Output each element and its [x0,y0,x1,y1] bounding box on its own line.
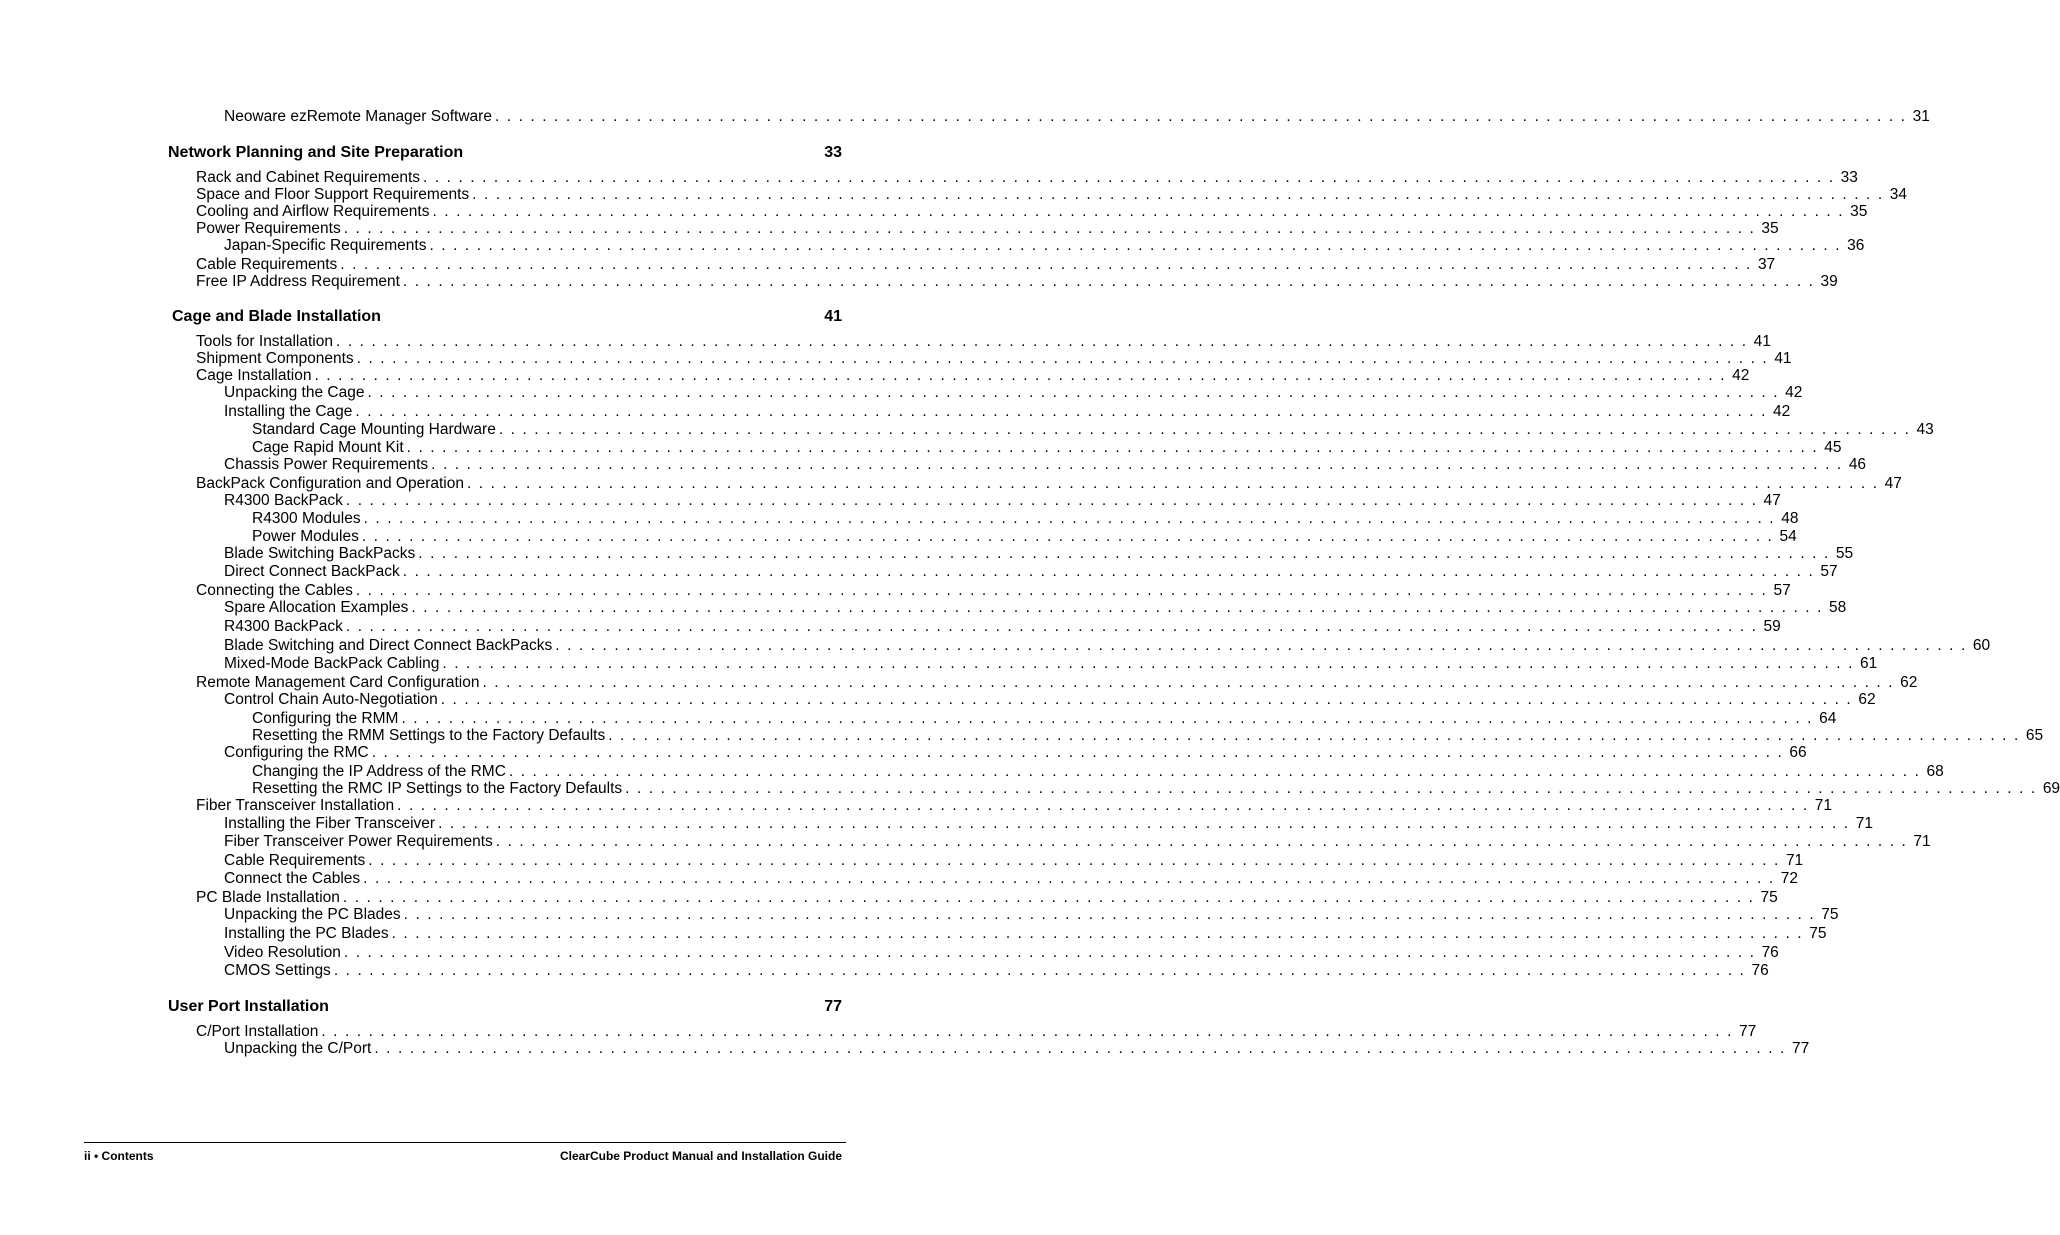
toc-entry[interactable] [224,456,1867,474]
toc-entry[interactable] [224,925,1827,943]
toc-page-number: 36 [1847,237,1865,254]
toc-entry-title: Free IP Address Requirement [196,273,400,290]
toc-page-number: 47 [1884,475,1902,492]
toc-entry-title: Blade Switching BackPacks [224,545,416,562]
toc-dot-leader: . . . . . . . . . . . . . . . . . . . . . . . . . . . . . . . . . . . . . . . . . . . . . . . . . . . . . . . . . . . . . . . . . . . . . . . . . . . . . . . . . . . . . . . . . . . . . . . . . . . . . . . . . . . . . . . . . . . . . . . . [356,350,1769,367]
toc-page-number: 43 [1916,421,1934,438]
toc-entry[interactable] [196,186,1908,204]
toc-dot-leader: . . . . . . . . . . . . . . . . . . . . . . . . . . . . . . . . . . . . . . . . . . . . . . . . . . . . . . . . . . . . . . . . . . . . . . . . . . . . . . . . . . . . . . . . . . . . . . . . . . . . . . . . . . . . . . . . . . . . . . . . [363,870,1775,887]
toc-entry-title: PC Blade Installation [196,889,340,906]
toc-entry[interactable] [224,852,1804,870]
toc-dot-leader: . . . . . . . . . . . . . . . . . . . . . . . . . . . . . . . . . . . . . . . . . . . . . . . . . . . . . . . . . . . . . . . . . . . . . . . . . . . . . . . . . . . . . . . . . . . . . . . . . . . . . . . . . . . . . . . . . . . . . . . . [321,1023,1733,1040]
toc-entry[interactable] [224,237,1865,255]
toc-page-number: 62 [1858,691,1876,708]
toc-entry[interactable] [224,870,1799,888]
toc-dot-leader: . . . . . . . . . . . . . . . . . . . . . . . . . . . . . . . . . . . . . . . . . . . . . . . . . . . . . . . . . . . . . . . . . . . . . . . . . . . . . . . . . . . . . . . . . . . . . . . . . . . . . . . . . . . . . . . . . . . . . . . . [508,763,1921,780]
toc-entry[interactable] [224,691,1876,709]
toc-entry-title: Configuring the RMM [252,710,399,727]
toc-entry-title: Unpacking the PC Blades [224,906,401,923]
toc-dot-leader: . . . . . . . . . . . . . . . . . . . . . . . . . . . . . . . . . . . . . . . . . . . . . . . . . . . . . . . . . . . . . . . . . . . . . . . . . . . . . . . . . . . . . . . . . . . . . . . . . . . . . . . . . . . . . . . . . . . . . . . . [495,833,1908,850]
toc-entry-title: C/Port Installation [196,1023,319,1040]
toc-dot-leader: . . . . . . . . . . . . . . . . . . . . . . . . . . . . . . . . . . . . . . . . . . . . . . . . . . . . . . . . . . . . . . . . . . . . . . . . . . . . . . . . . . . . . . . . . . . . . . . . . . . . . . . . . . . . . . . . . . . . . . . . [442,655,1855,672]
toc-entry[interactable] [224,744,1807,762]
toc-dot-leader: . . . . . . . . . . . . . . . . . . . . . . . . . . . . . . . . . . . . . . . . . . . . . . . . . . . . . . . . . . . . . . . . . . . . . . . . . . . . . . . . . . . . . . . . . . . . . . . . . . . . . . . . . . . . . . . . . . . . . . . . [498,421,1911,438]
toc-page-number: 77 [1738,1023,1757,1040]
toc-page-number: 77 [1791,1040,1810,1057]
toc-entry-title: Rack and Cabinet Requirements [196,169,421,186]
toc-entry-title: Cable Requirements [224,852,366,869]
toc-entry-title: Remote Management Card Configuration [196,674,480,691]
toc-entry-title: Direct Connect BackPack [224,563,400,580]
toc-page-number: 60 [1972,637,1991,654]
toc-page-number: 33 [1840,169,1858,186]
toc-dot-leader: . . . . . . . . . . . . . . . . . . . . . . . . . . . . . . . . . . . . . . . . . . . . . . . . . . . . . . . . . . . . . . . . . . . . . . . . . . . . . . . . . . . . . . . . . . . . . . . . . . . . . . . . . . . . . . . . . . . . . . . . [625,780,2037,797]
toc-dot-leader: . . . . . . . . . . . . . . . . . . . . . . . . . . . . . . . . . . . . . . . . . . . . . . . . . . . . . . . . . . . . . . . . . . . . . . . . . . . . . . . . . . . . . . . . . . . . . . . . . . . . . . . . . . . . . . . . . . . . . . . . [429,237,1842,254]
toc-entry[interactable] [252,439,1842,457]
toc-entry-title: Connecting the Cables [196,582,353,599]
toc-entry-title: Resetting the RMC IP Settings to the Factory Defaults [252,780,623,797]
toc-page-number: 62 [1900,674,1918,691]
toc-entry[interactable] [224,599,1847,617]
toc-page-number: 58 [1829,599,1847,616]
toc-entry-title: Chassis Power Requirements [224,456,429,473]
toc-dot-leader: . . . . . . . . . . . . . . . . . . . . . . . . . . . . . . . . . . . . . . . . . . . . . . . . . . . . . . . . . . . . . . . . . . . . . . . . . . . . . . . . . . . . . . . . . . . . . . . . . . . . . . . . . . . . . . . . . . . . . . . . [363,510,1776,527]
toc-dot-leader: . . . . . . . . . . . . . . . . . . . . . . . . . . . . . . . . . . . . . . . . . . . . . . . . . . . . . . . . . . . . . . . . . . . . . . . . . . . . . . . . . . . . . . . . . . . . . . . . . . . . . . . . . . . . . . . . . . . . . . . . [340,256,1752,273]
toc-dot-leader: . . . . . . . . . . . . . . . . . . . . . . . . . . . . . . . . . . . . . . . . . . . . . . . . . . . . . . . . . . . . . . . . . . . . . . . . . . . . . . . . . . . . . . . . . . . . . . . . . . . . . . . . . . . . . . . . . . . . . . . . [403,906,1816,923]
toc-entry-title: Tools for Installation [196,333,333,350]
footer-document-title: ClearCube Product Manual and Installation Guide [559,1149,842,1163]
toc-entry[interactable] [224,545,1854,563]
toc-chapter-entry[interactable] [172,308,842,326]
toc-entry[interactable] [196,220,1779,238]
toc-dot-leader: . . . . . . . . . . . . . . . . . . . . . . . . . . . . . . . . . . . . . . . . . . . . . . . . . . . . . . . . . . . . . . . . . . . . . . . . . . . . . . . . . . . . . . . . . . . . . . . . . . . . . . . . . . . . . . . . . . . . . . . . [494,108,1907,125]
toc-entry[interactable] [224,833,1931,851]
toc-page-number: 42 [1732,367,1750,384]
toc-page-number: 76 [1751,962,1769,979]
toc-entry-title: CMOS Settings [224,962,331,979]
toc-chapter-entry[interactable] [168,144,842,162]
toc-entry-title: Installing the Cage [224,403,353,420]
toc-page-number: 57 [1820,563,1838,580]
toc-entry[interactable] [196,674,1918,692]
toc-dot-leader: . . . . . . . . . . . . . . . . . . . . . . . . . . . . . . . . . . . . . . . . . . . . . . . . . . . . . . . . . . . . . . . . . . . . . . . . . . . . . . . . . . . . . . . . . . . . . . . . . . . . . . . . . . . . . . . . . . . . . . . . [402,563,1815,580]
toc-page-number: 41 [824,308,842,325]
toc-entry-title: Blade Switching and Direct Connect BackPacks [224,637,553,654]
toc-page-number: 31 [1912,108,1930,125]
toc-dot-leader: . . . . . . . . . . . . . . . . . . . . . . . . . . . . . . . . . . . . . . . . . . . . . . . . . . . . . . . . . . . . . . . . . . . . . . . . . . . . . . . . . . . . . . . . . . . . . . . . . . . . . . . . . . . . . . . . . . . . . . . . [374,1040,1786,1057]
toc-entry[interactable] [224,384,1803,402]
toc-dot-leader: . . . . . . . . . . . . . . . . . . . . . . . . . . . . . . . . . . . . . . . . . . . . . . . . . . . . . . . . . . . . . . . . . . . . . . . . . . . . . . . . . . . . . . . . . . . . . . . . . . . . . . . . . . . . . . . . . . . . . . . . [608,727,2020,744]
toc-entry[interactable] [252,763,1944,781]
toc-entry[interactable] [224,655,1878,673]
toc-entry-title: Power Requirements [196,220,341,237]
toc-dot-leader: . . . . . . . . . . . . . . . . . . . . . . . . . . . . . . . . . . . . . . . . . . . . . . . . . . . . . . . . . . . . . . . . . . . . . . . . . . . . . . . . . . . . . . . . . . . . . . . . . . . . . . . . . . . . . . . . . . . . . . . . [438,815,1850,832]
toc-entry[interactable] [196,889,1778,907]
toc-entry[interactable] [196,350,1792,368]
toc-page-number: 65 [2025,727,2044,744]
toc-page-number: 71 [1913,833,1931,850]
toc-dot-leader: . . . . . . . . . . . . . . . . . . . . . . . . . . . . . . . . . . . . . . . . . . . . . . . . . . . . . . . . . . . . . . . . . . . . . . . . . . . . . . . . . . . . . . . . . . . . . . . . . . . . . . . . . . . . . . . . . . . . . . . . [555,637,1967,654]
toc-entry[interactable] [196,256,1776,274]
toc-entry-title: Cable Requirements [196,256,338,273]
toc-entry-title: Spare Allocation Examples [224,599,409,616]
toc-page-number: 39 [1820,273,1838,290]
toc-dot-leader: . . . . . . . . . . . . . . . . . . . . . . . . . . . . . . . . . . . . . . . . . . . . . . . . . . . . . . . . . . . . . . . . . . . . . . . . . . . . . . . . . . . . . . . . . . . . . . . . . . . . . . . . . . . . . . . . . . . . . . . . [411,599,1824,616]
toc-entry-title: BackPack Configuration and Operation [196,475,464,492]
toc-entry[interactable] [196,582,1791,600]
toc-dot-leader: . . . . . . . . . . . . . . . . . . . . . . . . . . . . . . . . . . . . . . . . . . . . . . . . . . . . . . . . . . . . . . . . . . . . . . . . . . . . . . . . . . . . . . . . . . . . . . . . . . . . . . . . . . . . . . . . . . . . . . . . [472,186,1884,203]
toc-page-number: 77 [824,998,842,1015]
toc-dot-leader: . . . . . . . . . . . . . . . . . . . . . . . . . . . . . . . . . . . . . . . . . . . . . . . . . . . . . . . . . . . . . . . . . . . . . . . . . . . . . . . . . . . . . . . . . . . . . . . . . . . . . . . . . . . . . . . . . . . . . . . . [371,744,1784,761]
toc-entry[interactable] [224,108,1930,126]
toc-page-number: 71 [1814,797,1833,814]
toc-page-number: 41 [1753,333,1771,350]
toc-chapter-entry[interactable] [168,998,842,1016]
toc-entry[interactable] [252,421,1934,439]
toc-entry[interactable] [252,710,1837,728]
toc-entry-title: Changing the IP Address of the RMC [252,763,506,780]
toc-entry[interactable] [224,492,1781,510]
toc-page-number: 42 [1785,384,1803,401]
toc-dot-leader: . . . . . . . . . . . . . . . . . . . . . . . . . . . . . . . . . . . . . . . . . . . . . . . . . . . . . . . . . . . . . . . . . . . . . . . . . . . . . . . . . . . . . . . . . . . . . . . . . . . . . . . . . . . . . . . . . . . . . . . . [367,384,1780,401]
toc-entry[interactable] [196,273,1838,291]
toc-entry[interactable] [196,367,1750,385]
toc-dot-leader: . . . . . . . . . . . . . . . . . . . . . . . . . . . . . . . . . . . . . . . . . . . . . . . . . . . . . . . . . . . . . . . . . . . . . . . . . . . . . . . . . . . . . . . . . . . . . . . . . . . . . . . . . . . . . . . . . . . . . . . . [401,710,1814,727]
toc-entry-title: Power Modules [252,528,359,545]
toc-entry-title: Standard Cage Mounting Hardware [252,421,496,438]
toc-entry[interactable] [224,815,1873,833]
toc-dot-leader: . . . . . . . . . . . . . . . . . . . . . . . . . . . . . . . . . . . . . . . . . . . . . . . . . . . . . . . . . . . . . . . . . . . . . . . . . . . . . . . . . . . . . . . . . . . . . . . . . . . . . . . . . . . . . . . . . . . . . . . . [440,691,1853,708]
toc-page-number: 61 [1860,655,1878,672]
toc-page-number: 46 [1848,456,1867,473]
toc-entry[interactable] [224,944,1779,962]
toc-entry[interactable] [224,637,1991,655]
toc-entry-title: R4300 BackPack [224,618,343,635]
toc-page-number: 72 [1780,870,1799,887]
toc-entry-title: Installing the Fiber Transceiver [224,815,436,832]
toc-entry-title: Japan-Specific Requirements [224,237,427,254]
toc-entry-title: R4300 BackPack [224,492,343,509]
toc-entry[interactable] [196,333,1771,351]
toc-entry-title: Installing the PC Blades [224,925,389,942]
toc-page-number: 75 [1821,906,1839,923]
toc-entry-title: Space and Floor Support Requirements [196,186,470,203]
toc-entry-title: Cage Rapid Mount Kit [252,439,404,456]
toc-dot-leader: . . . . . . . . . . . . . . . . . . . . . . . . . . . . . . . . . . . . . . . . . . . . . . . . . . . . . . . . . . . . . . . . . . . . . . . . . . . . . . . . . . . . . . . . . . . . . . . . . . . . . . . . . . . . . . . . . . . . . . . . [368,852,1780,869]
toc-dot-leader: . . . . . . . . . . . . . . . . . . . . . . . . . . . . . . . . . . . . . . . . . . . . . . . . . . . . . . . . . . . . . . . . . . . . . . . . . . . . . . . . . . . . . . . . . . . . . . . . . . . . . . . . . . . . . . . . . . . . . . . . [432,203,1845,220]
toc-entry-title: Unpacking the C/Port [224,1040,372,1057]
toc-dot-leader: . . . . . . . . . . . . . . . . . . . . . . . . . . . . . . . . . . . . . . . . . . . . . . . . . . . . . . . . . . . . . . . . . . . . . . . . . . . . . . . . . . . . . . . . . . . . . . . . . . . . . . . . . . . . . . . . . . . . . . . . [423,169,1835,186]
toc-entry-title: Control Chain Auto-Negotiation [224,691,438,708]
toc-dot-leader: . . . . . . . . . . . . . . . . . . . . . . . . . . . . . . . . . . . . . . . . . . . . . . . . . . . . . . . . . . . . . . . . . . . . . . . . . . . . . . . . . . . . . . . . . . . . . . . . . . . . . . . . . . . . . . . . . . . . . . . . [336,333,1748,350]
toc-entry-title: R4300 Modules [252,510,361,527]
toc-page-number: 55 [1835,545,1854,562]
toc-entry[interactable] [196,169,1858,187]
toc-dot-leader: . . . . . . . . . . . . . . . . . . . . . . . . . . . . . . . . . . . . . . . . . . . . . . . . . . . . . . . . . . . . . . . . . . . . . . . . . . . . . . . . . . . . . . . . . . . . . . . . . . . . . . . . . . . . . . . . . . . . . . . . [342,889,1755,906]
toc-entry[interactable] [252,528,1797,546]
toc-entry[interactable] [224,962,1769,980]
toc-dot-leader: . . . . . . . . . . . . . . . . . . . . . . . . . . . . . . . . . . . . . . . . . . . . . . . . . . . . . . . . . . . . . . . . . . . . . . . . . . . . . . . . . . . . . . . . . . . . . . . . . . . . . . . . . . . . . . . . . . . . . . . . [397,797,1809,814]
toc-entry-title: Connect the Cables [224,870,361,887]
toc-dot-leader: . . . . . . . . . . . . . . . . . . . . . . . . . . . . . . . . . . . . . . . . . . . . . . . . . . . . . . . . . . . . . . . . . . . . . . . . . . . . . . . . . . . . . . . . . . . . . . . . . . . . . . . . . . . . . . . . . . . . . . . . [482,674,1895,691]
toc-dot-leader: . . . . . . . . . . . . . . . . . . . . . . . . . . . . . . . . . . . . . . . . . . . . . . . . . . . . . . . . . . . . . . . . . . . . . . . . . . . . . . . . . . . . . . . . . . . . . . . . . . . . . . . . . . . . . . . . . . . . . . . . [431,456,1843,473]
toc-dot-leader: . . . . . . . . . . . . . . . . . . . . . . . . . . . . . . . . . . . . . . . . . . . . . . . . . . . . . . . . . . . . . . . . . . . . . . . . . . . . . . . . . . . . . . . . . . . . . . . . . . . . . . . . . . . . . . . . . . . . . . . . [333,962,1746,979]
toc-page-number: 69 [2042,780,2060,797]
toc-entry-title: Unpacking the Cage [224,384,365,401]
toc-page-number: 68 [1926,763,1944,780]
toc-page-number: 64 [1819,710,1837,727]
toc-page-number: 54 [1779,528,1797,545]
toc-page-number: 35 [1761,220,1779,237]
toc-page-number: 42 [1773,403,1791,420]
toc-page-number: 75 [1760,889,1778,906]
toc-entry[interactable] [196,203,1868,221]
toc-entry-title: Fiber Transceiver Installation [196,797,395,814]
toc-page-number: 57 [1773,582,1791,599]
toc-entry[interactable] [196,797,1833,815]
toc-entry[interactable] [224,906,1839,924]
toc-entry-title: Configuring the RMC [224,744,369,761]
toc-dot-leader: . . . . . . . . . . . . . . . . . . . . . . . . . . . . . . . . . . . . . . . . . . . . . . . . . . . . . . . . . . . . . . . . . . . . . . . . . . . . . . . . . . . . . . . . . . . . . . . . . . . . . . . . . . . . . . . . . . . . . . . . [314,367,1727,384]
toc-entry[interactable] [196,1023,1757,1041]
toc-entry-title: Cage and Blade Installation [172,308,381,325]
toc-entry-title: Neoware ezRemote Manager Software [224,108,492,125]
toc-entry-title: Mixed-Mode BackPack Cabling [224,655,440,672]
toc-entry-title: User Port Installation [168,998,329,1015]
toc-dot-leader: . . . . . . . . . . . . . . . . . . . . . . . . . . . . . . . . . . . . . . . . . . . . . . . . . . . . . . . . . . . . . . . . . . . . . . . . . . . . . . . . . . . . . . . . . . . . . . . . . . . . . . . . . . . . . . . . . . . . . . . . [355,403,1768,420]
toc-page-number: 37 [1757,256,1776,273]
toc-entry-title: Resetting the RMM Settings to the Factory Defaults [252,727,606,744]
toc-entry-title: Shipment Components [196,350,354,367]
toc-dot-leader: . . . . . . . . . . . . . . . . . . . . . . . . . . . . . . . . . . . . . . . . . . . . . . . . . . . . . . . . . . . . . . . . . . . . . . . . . . . . . . . . . . . . . . . . . . . . . . . . . . . . . . . . . . . . . . . . . . . . . . . . [345,492,1758,509]
toc-dot-leader: . . . . . . . . . . . . . . . . . . . . . . . . . . . . . . . . . . . . . . . . . . . . . . . . . . . . . . . . . . . . . . . . . . . . . . . . . . . . . . . . . . . . . . . . . . . . . . . . . . . . . . . . . . . . . . . . . . . . . . . . [343,220,1756,237]
toc-entry[interactable] [196,475,1902,493]
toc-page-number: 71 [1855,815,1873,832]
toc-entry[interactable] [224,403,1791,421]
footer-section-label: ii • Contents [84,1149,154,1163]
toc-dot-leader: . . . . . . . . . . . . . . . . . . . . . . . . . . . . . . . . . . . . . . . . . . . . . . . . . . . . . . . . . . . . . . . . . . . . . . . . . . . . . . . . . . . . . . . . . . . . . . . . . . . . . . . . . . . . . . . . . . . . . . . . [343,944,1756,961]
toc-page-number: 47 [1763,492,1781,509]
toc-dot-leader: . . . . . . . . . . . . . . . . . . . . . . . . . . . . . . . . . . . . . . . . . . . . . . . . . . . . . . . . . . . . . . . . . . . . . . . . . . . . . . . . . . . . . . . . . . . . . . . . . . . . . . . . . . . . . . . . . . . . . . . . [391,925,1804,942]
toc-page-number: 76 [1761,944,1779,961]
toc-dot-leader: . . . . . . . . . . . . . . . . . . . . . . . . . . . . . . . . . . . . . . . . . . . . . . . . . . . . . . . . . . . . . . . . . . . . . . . . . . . . . . . . . . . . . . . . . . . . . . . . . . . . . . . . . . . . . . . . . . . . . . . . [361,528,1774,545]
toc-page-number: 34 [1889,186,1908,203]
toc-page-number: 33 [824,144,842,161]
toc-dot-leader: . . . . . . . . . . . . . . . . . . . . . . . . . . . . . . . . . . . . . . . . . . . . . . . . . . . . . . . . . . . . . . . . . . . . . . . . . . . . . . . . . . . . . . . . . . . . . . . . . . . . . . . . . . . . . . . . . . . . . . . . [355,582,1768,599]
toc-entry[interactable] [252,727,2044,745]
toc-page-number: 45 [1824,439,1842,456]
toc-dot-leader: . . . . . . . . . . . . . . . . . . . . . . . . . . . . . . . . . . . . . . . . . . . . . . . . . . . . . . . . . . . . . . . . . . . . . . . . . . . . . . . . . . . . . . . . . . . . . . . . . . . . . . . . . . . . . . . . . . . . . . . . [345,618,1758,635]
toc-entry-title: Cage Installation [196,367,312,384]
toc-page-number: 75 [1809,925,1827,942]
toc-entry[interactable] [252,780,2060,798]
toc-entry[interactable] [224,563,1838,581]
toc-entry[interactable] [224,1040,1810,1058]
toc-entry[interactable] [252,510,1799,528]
toc-page-number: 35 [1850,203,1868,220]
toc-page-number: 66 [1789,744,1807,761]
toc-dot-leader: . . . . . . . . . . . . . . . . . . . . . . . . . . . . . . . . . . . . . . . . . . . . . . . . . . . . . . . . . . . . . . . . . . . . . . . . . . . . . . . . . . . . . . . . . . . . . . . . . . . . . . . . . . . . . . . . . . . . . . . . [418,545,1830,562]
toc-entry-title: Cooling and Airflow Requirements [196,203,430,220]
toc-dot-leader: . . . . . . . . . . . . . . . . . . . . . . . . . . . . . . . . . . . . . . . . . . . . . . . . . . . . . . . . . . . . . . . . . . . . . . . . . . . . . . . . . . . . . . . . . . . . . . . . . . . . . . . . . . . . . . . . . . . . . . . . [402,273,1815,290]
toc-entry[interactable] [224,618,1781,636]
toc-entry-title: Fiber Transceiver Power Requirements [224,833,493,850]
toc-page-number: 59 [1763,618,1781,635]
toc-page-number: 71 [1785,852,1804,869]
toc-dot-leader: . . . . . . . . . . . . . . . . . . . . . . . . . . . . . . . . . . . . . . . . . . . . . . . . . . . . . . . . . . . . . . . . . . . . . . . . . . . . . . . . . . . . . . . . . . . . . . . . . . . . . . . . . . . . . . . . . . . . . . . . [406,439,1819,456]
toc-page-number: 41 [1774,350,1792,367]
toc-entry-title: Network Planning and Site Preparation [168,144,464,161]
toc-page-number: 48 [1781,510,1799,527]
toc-entry-title: Video Resolution [224,944,341,961]
footer-rule [84,1142,846,1143]
toc-dot-leader: . . . . . . . . . . . . . . . . . . . . . . . . . . . . . . . . . . . . . . . . . . . . . . . . . . . . . . . . . . . . . . . . . . . . . . . . . . . . . . . . . . . . . . . . . . . . . . . . . . . . . . . . . . . . . . . . . . . . . . . . [466,475,1879,492]
